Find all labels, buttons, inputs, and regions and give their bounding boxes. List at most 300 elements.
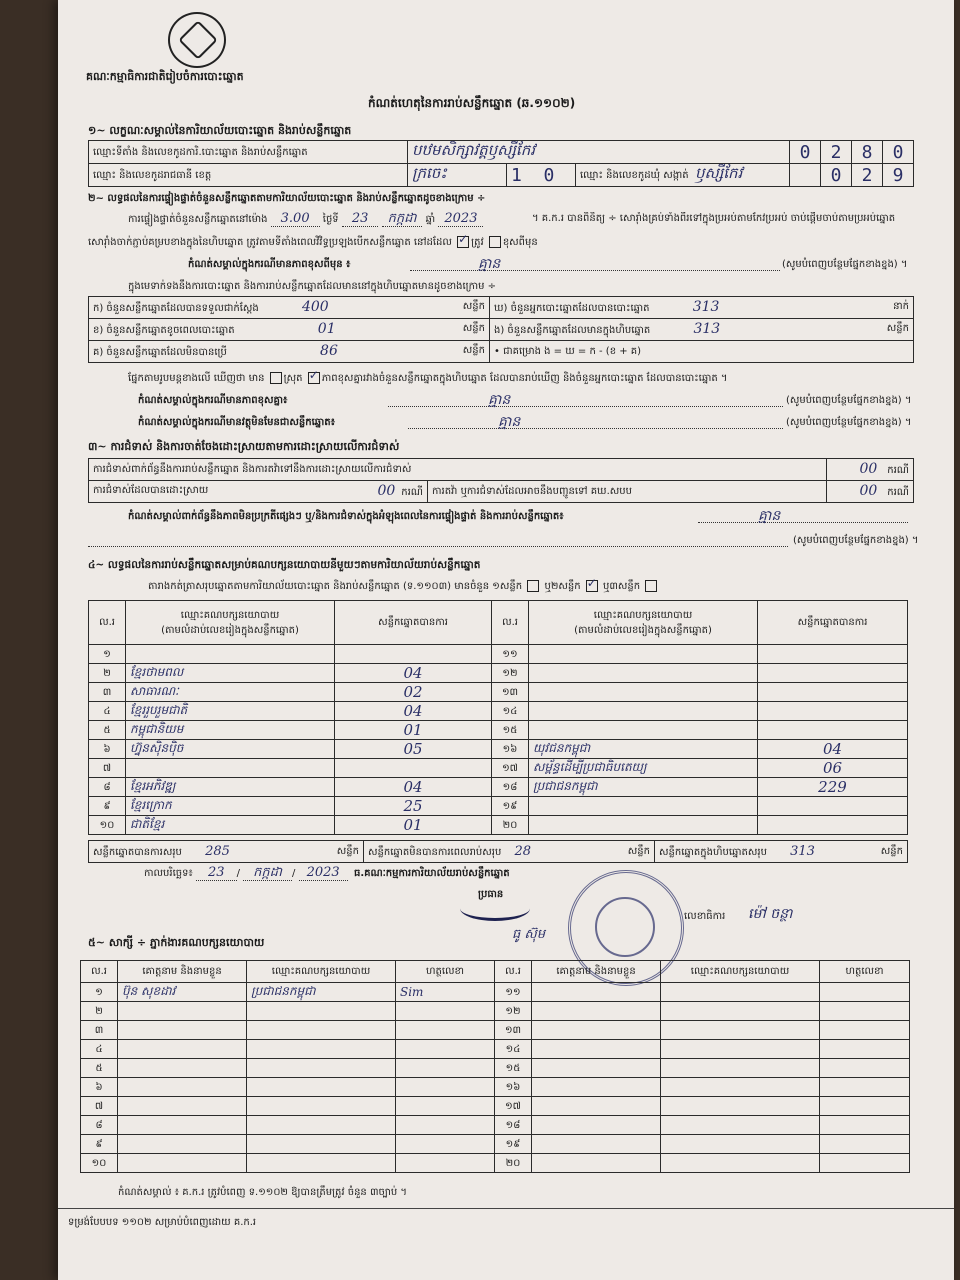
verify-line-rest: ។ គ.ក.រ បានពិនិត្យ ÷ សោរ៉ាំងគ្រប់ទាំងពីរទៅក្នុងប្រអប់តាមកែវប្រអប់ ចាប់ផ្តើមចាប់តាមប្រអប់ឆ្នោត [532, 213, 896, 224]
province-code-1: 1 [511, 164, 522, 186]
witness-name [118, 1021, 247, 1040]
results-row [89, 797, 908, 816]
witness-number: ១២ [495, 1002, 532, 1021]
voters-value: 313 [692, 299, 720, 315]
witness-number: ១៦ [495, 1078, 532, 1097]
results-totals [88, 840, 908, 863]
forwarded-unit: ករណី [887, 487, 909, 498]
province-label: ឈ្មោះ និងលេខកូដរាជធានី ខេត្ត [89, 164, 408, 187]
party-number: ១១ [492, 645, 529, 664]
section2-heading: ២~ លទ្ធផលនៃការផ្ទៀងផ្ទាត់ចំនួនសន្លឹកឆ្នោតតាមការិយាល័យបោះឆ្នោត និងរាប់សន្លឹកឆ្នោតដូចខាងក្រោម ÷ [88, 193, 486, 204]
witness-number: ១៤ [495, 1040, 532, 1059]
party-votes [758, 645, 908, 664]
spoiled-unit: សន្លឹក [462, 323, 485, 334]
witness-signature [820, 1097, 910, 1116]
witness-signature [820, 1116, 910, 1135]
verify-year-label: ឆ្នាំ [425, 214, 436, 225]
witness-name: ប៊ុន សុខដាវ [118, 983, 247, 1002]
party-name: សម្ព័ន្ធដើម្បីប្រជាធិបតេយ្យ [529, 759, 758, 778]
witness-signature [396, 1097, 495, 1116]
voters-unit: នាក់ [893, 301, 909, 312]
total-invalid-unit: សន្លឹក [627, 845, 650, 857]
party-votes [758, 702, 908, 721]
formula: • ជាគម្រោង ង = ឃ = ក - (ខ + គ) [490, 341, 914, 363]
form-note: ទម្រង់បែបបទ ១១០២ សម្រាប់បំពេញដោយ គ.ក.រ [68, 1217, 257, 1228]
witness-name [118, 1002, 247, 1021]
count-lead: ក្នុងមេទាក់ទងនឹងការបោះឆ្នោត និងការរាប់សន្លឹកឆ្នោតដែលមាននៅក្នុងហិបឆ្នោតមានដូចខាងក្រោម ÷ [128, 281, 497, 292]
signing-date-month: កក្កដា [243, 865, 292, 881]
party-name [529, 683, 758, 702]
party-votes [758, 797, 908, 816]
seal-correct-label: ត្រូវ [471, 237, 484, 248]
witness-signature [396, 1040, 495, 1059]
object-note-line [408, 428, 783, 429]
results-col-party-left-sub: (តាមលំដាប់លេខរៀងក្នុងសន្លឹកឆ្នោត) [161, 624, 299, 636]
results-col-party-right [529, 601, 758, 645]
witness-name [118, 1135, 247, 1154]
witness-party [661, 1135, 820, 1154]
witness-party [661, 1097, 820, 1116]
balance-text: ផ្នែកតាមរូបមន្តខាងលើ ឃើញថា មាន [128, 373, 265, 384]
witness-name [532, 1078, 661, 1097]
resolved-label: ការជំទាស់ដែលបានដោះស្រាយ [93, 485, 209, 496]
party-number: ៥ [89, 721, 126, 740]
witness-col-name-left: គោត្តនាម និងនាមខ្លួន [118, 961, 247, 983]
unused-value: 86 [320, 343, 338, 359]
results-table [88, 600, 908, 835]
forwarded-label: ការតវ៉ា ឬការជំទាស់ដែលអាចនឹងបញ្ជូនទៅ គឃ.សបប [428, 481, 827, 503]
witness-number: ១៥ [495, 1059, 532, 1078]
objection-unit: ករណី [887, 465, 909, 476]
seal-note-label: កំណត់សម្គាល់ក្នុងករណីមានភាពខុសពីមុន ៖ [188, 259, 351, 270]
witness-party [661, 1116, 820, 1135]
witness-name [118, 1040, 247, 1059]
balance-line [128, 372, 728, 386]
witness-party [247, 1021, 396, 1040]
witness-signature [396, 1135, 495, 1154]
tally-three-label: ឬ៣សន្លឹក [602, 581, 641, 592]
party-number: ៦ [89, 740, 126, 759]
balance-none-checkbox[interactable] [270, 372, 282, 384]
witness-row [81, 1078, 910, 1097]
witness-signature [396, 1059, 495, 1078]
verify-day: 23 [342, 211, 379, 227]
irregular-note-label: កំណត់សម្គាល់ពាក់ព័ន្ធនឹងភាពមិនប្រក្រតីផ្សេងៗ ឬ/និងការជំទាស់ក្នុងអំឡុងពេលនៃការផ្ទៀងផ្ទាត់ និងការរាប់សន្លឹកឆ្នោត៖ [128, 511, 564, 522]
witness-party [661, 1059, 820, 1078]
tally-intro: តារាងកត់ត្រាសរុបឆ្នោតតាមការិយាល័យបោះឆ្នោត និងរាប់សន្លឹកឆ្នោត (ទ.១១០៣) មានចំនួន ១សន្លឹក [148, 581, 523, 592]
chair-signature [460, 896, 530, 921]
witness-row [81, 1154, 910, 1173]
party-votes [758, 664, 908, 683]
witness-col-name-right: គោត្តនាម និងនាមខ្លួន [532, 961, 661, 983]
party-number: ១៦ [492, 740, 529, 759]
form-title: កំណត់ហេតុនៃការរាប់សន្លឹកឆ្នោត (ឆ.១១០២) [368, 96, 576, 110]
witness-number: ១៨ [495, 1116, 532, 1135]
witness-name [118, 1059, 247, 1078]
nec-logo [168, 12, 226, 68]
witness-number: ៩ [81, 1135, 118, 1154]
objection-value: 00 [859, 461, 878, 477]
unused-unit: សន្លឹក [462, 345, 485, 356]
witness-party [661, 983, 820, 1002]
signing-date-year: 2023 [299, 865, 348, 881]
in-box-label: ង) ចំនួនសន្លឹកឆ្នោតដែលមានក្នុងហិបឆ្នោត [494, 325, 651, 336]
total-box-label: សន្លឹកឆ្នោតក្នុងហិបឆ្នោតសរុប [659, 846, 767, 858]
results-row [89, 740, 908, 759]
party-name [529, 702, 758, 721]
witness-party [661, 1021, 820, 1040]
witness-signature [820, 1040, 910, 1059]
witness-party [661, 1002, 820, 1021]
total-box-value: 313 [790, 843, 815, 859]
party-name [529, 664, 758, 683]
chair-label: ប្រធាន [478, 889, 504, 900]
results-col-no-left: ល.រ [89, 601, 126, 645]
total-valid-label: សន្លឹកឆ្នោតបានការសរុប [93, 846, 182, 858]
section3-heading: ៣~ ការជំទាស់ និងការចាត់ចែងដោះស្រាយតាមការដោះស្រាយលើការជំទាស់ [88, 440, 400, 453]
party-name [529, 721, 758, 740]
witness-number: ៦ [81, 1078, 118, 1097]
signing-date-label: កាលបរិច្ឆេទ៖ [144, 868, 193, 879]
object-note-label: កំណត់សម្គាល់ក្នុងករណីមានវត្ថុមិនមែនជាសន្លឹកឆ្នោត៖ [138, 417, 336, 428]
results-col-no-right: ល.រ [492, 601, 529, 645]
seal-line [88, 236, 538, 250]
results-col-votes-left: សន្លឹកឆ្នោតបានការ [335, 601, 492, 645]
location-value: បឋមសិក្សាវត្តឫស្សីកែវ [408, 141, 790, 164]
witness-number: ១០ [81, 1154, 118, 1173]
results-col-party-right-title: ឈ្មោះគណបក្សនយោបាយ [593, 609, 693, 621]
diff-note-label: កំណត់សម្គាល់ក្នុងករណីមានភាពខុសគ្នា៖ [138, 395, 288, 406]
witness-name [118, 1078, 247, 1097]
results-row [89, 664, 908, 683]
party-votes: 04 [335, 702, 492, 721]
witness-signature [820, 983, 910, 1002]
party-votes: 02 [335, 683, 492, 702]
party-number: ១២ [492, 664, 529, 683]
witness-number: ៤ [81, 1040, 118, 1059]
party-name: ខ្មែរថាមពល [126, 664, 335, 683]
witness-row [81, 1002, 910, 1021]
results-row [89, 721, 908, 740]
witness-signature [396, 1154, 495, 1173]
balance-diff-label: ភាពខុសគ្នារវាងចំនួនសន្លឹកឆ្នោតក្នុងហិបឆ្នោត ដែលបានរាប់ឃើញ និងចំនួនអ្នកបោះឆ្នោត ដែលបានបោះឆ្នោត ។ [321, 373, 728, 384]
witness-number: ១១ [495, 983, 532, 1002]
witness-col-party-right: ឈ្មោះគណបក្សនយោបាយ [661, 961, 820, 983]
witness-col-no-right: ល.រ [495, 961, 532, 983]
party-number: ២០ [492, 816, 529, 835]
witness-row [81, 1135, 910, 1154]
witness-party [247, 1078, 396, 1097]
witness-signature [396, 1021, 495, 1040]
party-name: ជាតិខ្មែរ [126, 816, 335, 835]
results-row [89, 645, 908, 664]
party-name: ប្រជាជនកម្ពុជា [529, 778, 758, 797]
verify-year: 2023 [438, 211, 483, 227]
witness-number: ៥ [81, 1059, 118, 1078]
location-table [88, 140, 914, 187]
commune-label-cell [576, 164, 790, 187]
total-invalid-label: សន្លឹកឆ្នោតមិនបានការពេលរាប់សរុប [368, 846, 502, 858]
witness-row [81, 1116, 910, 1135]
party-number: ៨ [89, 778, 126, 797]
party-name: ខ្មែរអភិវឌ្ឍ [126, 778, 335, 797]
witness-party [247, 1135, 396, 1154]
witness-name [118, 1116, 247, 1135]
party-votes: 04 [335, 664, 492, 683]
party-number: ១៤ [492, 702, 529, 721]
forwarded-value: 00 [859, 483, 878, 499]
party-votes [335, 645, 492, 664]
witness-number: ៨ [81, 1116, 118, 1135]
results-col-party-left-title: ឈ្មោះគណបក្សនយោបាយ [180, 609, 280, 621]
total-invalid-value: 28 [514, 843, 532, 859]
party-number: ១ [89, 645, 126, 664]
witness-number: ១ [81, 983, 118, 1002]
received-label: ក) ចំនួនសន្លឹកឆ្នោតដែលបានទទួលជាក់ស្តែង [93, 303, 259, 314]
diff-note-value: គ្មាន [488, 392, 511, 408]
results-row [89, 778, 908, 797]
party-name: ខ្មែរក្រោក [126, 797, 335, 816]
party-number: ២ [89, 664, 126, 683]
witness-signature: Sim [396, 983, 495, 1002]
witness-number: ២០ [495, 1154, 532, 1173]
results-row [89, 759, 908, 778]
party-number: ១៨ [492, 778, 529, 797]
results-row [89, 683, 908, 702]
verify-day-label: ថ្ងៃទី [322, 214, 339, 225]
witness-name [532, 1135, 661, 1154]
witness-name [532, 1116, 661, 1135]
party-number: ៧ [89, 759, 126, 778]
witness-party: ប្រជាជនកម្ពុជា [247, 983, 396, 1002]
objection-label: ការជំទាស់ពាក់ព័ន្ធនឹងការរាប់សន្លឹកឆ្នោត និងការតវ៉ាទៅនឹងការដោះស្រាយលើការជំទាស់ [89, 459, 827, 481]
spoiled-label: ខ) ចំនួនសន្លឹកឆ្នោតខូចពេលបោះឆ្នោត [93, 325, 235, 336]
party-name: ខ្មែររួបរួមជាតិ [126, 702, 335, 721]
diff-note-suffix: (សូមបំពេញបន្ថែមផ្នែកខាងខ្នង) ។ [786, 395, 912, 406]
form-sheet [58, 0, 954, 1280]
footer-divider [58, 1208, 954, 1209]
party-name [126, 645, 335, 664]
witness-row [81, 1097, 910, 1116]
tally-two-label: ឬ២សន្លឹក [544, 581, 581, 592]
ballot-count-table [88, 296, 914, 363]
witness-name [532, 1002, 661, 1021]
section5-heading: ៥~ សាក្សី ÷ ភ្នាក់ងារគណបក្សនយោបាយ [88, 936, 265, 949]
witness-signature [820, 1002, 910, 1021]
witness-signature [820, 1059, 910, 1078]
in-box-value: 313 [693, 321, 721, 337]
witness-number: ១៩ [495, 1135, 532, 1154]
witness-signature [396, 1002, 495, 1021]
tally-one-checkbox[interactable] [527, 580, 539, 592]
party-name: សាធារណៈ [126, 683, 335, 702]
total-box-unit: សន្លឹក [880, 845, 903, 857]
party-votes: 05 [335, 740, 492, 759]
object-note-value: គ្មាន [498, 414, 521, 430]
results-body [89, 645, 908, 835]
witness-name [532, 1097, 661, 1116]
witness-name [532, 1040, 661, 1059]
witness-party [661, 1078, 820, 1097]
party-name: ហ្វ៊ុនស៊ិនប៉ិច [126, 740, 335, 759]
secretary-name: ម៉ៅ ចន្ថា [748, 906, 793, 922]
irregular-note-suffix: (សូមបំពេញបន្ថែមផ្នែកខាងខ្នង) ។ [793, 535, 919, 546]
party-votes: 01 [335, 721, 492, 740]
committee-name: គណៈកម្មាធិការជាតិរៀបចំការបោះឆ្នោត [86, 70, 244, 83]
witness-party [247, 1002, 396, 1021]
party-name: យុវជនកម្ពុជា [529, 740, 758, 759]
party-number: ១០ [89, 816, 126, 835]
province-value: ក្រចេះ [408, 164, 507, 187]
verify-line [128, 212, 483, 227]
party-votes [758, 816, 908, 835]
signing-org: ធ.គណៈកម្មការការិយាល័យរាប់សន្លឹកឆ្នោត [354, 868, 510, 879]
witness-row [81, 1040, 910, 1059]
seal-line-text: សោរ៉ាំងចាក់ភ្ជាប់គម្របខាងក្នុងនៃហិបឆ្នោត ត្រូវតាមទីតាំងពេលវិវិទ្ធប្រឡងបើកសន្លឹកឆ្នោត នៅដដែល [88, 237, 452, 248]
commune-code-3: 9 [883, 164, 914, 187]
balance-none-label: ស្រុត [283, 373, 303, 384]
party-name: កម្ពុជានិយម [126, 721, 335, 740]
commune-label: ឈ្មោះ និងលេខកូដឃុំ សង្កាត់ [580, 170, 689, 181]
party-name [529, 797, 758, 816]
witness-row [81, 1059, 910, 1078]
party-number: ១៩ [492, 797, 529, 816]
seal-note-suffix: (សូមបំពេញបន្ថែមផ្នែកខាងខ្នង) ។ [782, 259, 908, 270]
province-code-2: 0 [543, 164, 555, 186]
chair-name: ធូ ស៊ុម [512, 927, 546, 942]
section4-heading: ៤~ លទ្ធផលនៃការរាប់សន្លឹកឆ្នោតសម្រាប់គណបក្សនយោបាយនីមួយៗតាមការិយាល័យរាប់សន្លឹកឆ្នោត [88, 559, 481, 571]
witness-name [118, 1097, 247, 1116]
seal-note-line [410, 270, 780, 271]
witness-number: ១៧ [495, 1097, 532, 1116]
witness-row [81, 983, 910, 1002]
party-number: ១៣ [492, 683, 529, 702]
party-number: ១៧ [492, 759, 529, 778]
party-number: ៤ [89, 702, 126, 721]
party-votes: 04 [758, 740, 908, 759]
witness-party [247, 1059, 396, 1078]
received-unit: សន្លឹក [462, 301, 485, 312]
party-votes: 06 [758, 759, 908, 778]
witness-signature [820, 1135, 910, 1154]
in-box-unit: សន្លឹក [886, 323, 909, 334]
location-code-3: 8 [852, 141, 883, 164]
party-number: ៣ [89, 683, 126, 702]
seal-note-value: គ្មាន [478, 256, 501, 272]
witness-name [532, 983, 661, 1002]
commune-code-1: 0 [821, 164, 852, 187]
witness-name [532, 1154, 661, 1173]
witness-col-sign-right: ហត្ថលេខា [820, 961, 910, 983]
seal-wrong-checkbox[interactable] [489, 236, 501, 248]
witness-signature [396, 1078, 495, 1097]
tally-three-checkbox[interactable] [645, 580, 657, 592]
section1-heading: ១~ លក្ខណៈសម្គាល់នៃការិយាល័យបោះឆ្នោត និងរាប់សន្លឹកឆ្នោត [88, 124, 352, 137]
witness-party [661, 1154, 820, 1173]
witness-col-sign-left: ហត្ថលេខា [396, 961, 495, 983]
witness-name [118, 1154, 247, 1173]
balance-diff-checkbox[interactable] [308, 372, 320, 384]
results-col-party-right-sub: (តាមលំដាប់លេខរៀងក្នុងសន្លឹកឆ្នោត) [574, 624, 712, 636]
footnote: កំណត់សម្គាល់ ៖ គ.ក.រ ត្រូវបំពេញ ទ.១១០២ ឱ្យបានត្រឹមត្រូវ ចំនួន ៣ច្បាប់ ។ [118, 1187, 407, 1198]
party-votes: 04 [335, 778, 492, 797]
location-code-2: 2 [821, 141, 852, 164]
party-votes [758, 721, 908, 740]
commune-value: ឫស្សីកែវ [695, 164, 743, 182]
party-name [529, 645, 758, 664]
irregular-note-line-1 [698, 522, 908, 523]
witness-party [247, 1040, 396, 1059]
witness-party [661, 1040, 820, 1059]
party-votes: 229 [758, 778, 908, 797]
results-col-votes-right: សន្លឹកឆ្នោតបានការ [758, 601, 908, 645]
signing-date-day: 23 [196, 865, 237, 881]
witness-signature [396, 1116, 495, 1135]
witness-number: ៣ [81, 1021, 118, 1040]
secretary-label: លេខាធិការ [684, 911, 726, 922]
objection-table [88, 458, 914, 503]
tally-two-checkbox[interactable] [586, 580, 598, 592]
party-name [529, 816, 758, 835]
party-votes [335, 759, 492, 778]
signing-date-line: កាលបរិច្ឆេទ៖ 23 / កក្កដា / 2023 ធ.គណៈកម្មការការិយាល័យរាប់សន្លឹកឆ្នោត [144, 865, 510, 880]
location-code-1: 0 [790, 141, 821, 164]
results-col-party-left [126, 601, 335, 645]
witness-signature [820, 1021, 910, 1040]
irregular-note-line-2 [88, 546, 788, 547]
witness-party [247, 1154, 396, 1173]
party-votes: 25 [335, 797, 492, 816]
party-votes [758, 683, 908, 702]
verify-month: កក្កដា [382, 211, 423, 227]
tally-sheet-line [148, 580, 659, 594]
total-valid-unit: សន្លឹក [336, 845, 359, 857]
witness-signature [820, 1078, 910, 1097]
irregular-note-value: គ្មាន [758, 508, 781, 524]
seal-wrong-label: ខុសពីមុន [502, 237, 538, 248]
received-value: 400 [301, 299, 329, 315]
witness-party [247, 1097, 396, 1116]
party-number: ៩ [89, 797, 126, 816]
object-note-suffix: (សូមបំពេញបន្ថែមផ្នែកខាងខ្នង) ។ [786, 417, 912, 428]
diff-note-line [388, 406, 783, 407]
witness-number: ២ [81, 1002, 118, 1021]
witness-table [80, 960, 910, 1173]
witness-col-no-left: ល.រ [81, 961, 118, 983]
results-row [89, 816, 908, 835]
party-votes: 01 [335, 816, 492, 835]
verify-time: 3.00 [271, 211, 320, 227]
witness-row [81, 1021, 910, 1040]
witness-name [532, 1059, 661, 1078]
witness-number: ៧ [81, 1097, 118, 1116]
witness-signature [820, 1154, 910, 1173]
party-name [126, 759, 335, 778]
verify-time-label: ការផ្ទៀងផ្ទាត់ចំនួនសន្លឹកឆ្នោតនៅម៉ោង [128, 214, 268, 225]
witness-party [247, 1116, 396, 1135]
location-label: ឈ្មោះទីតាំង និងលេខកូដការិ.បោះឆ្នោត និងរាប់សន្លឹកឆ្នោត [89, 141, 408, 164]
witness-col-party-left: ឈ្មោះគណបក្សនយោបាយ [247, 961, 396, 983]
resolved-unit: ករណី [401, 487, 423, 498]
location-code-4: 0 [883, 141, 914, 164]
seal-correct-checkbox[interactable] [457, 236, 469, 248]
spoiled-value: 01 [317, 321, 336, 337]
commune-code-2: 2 [852, 164, 883, 187]
formula-text: ជាគម្រោង ង = ឃ = ក - (ខ + គ) [503, 346, 642, 357]
unused-label: គ) ចំនួនសន្លឹកឆ្នោតដែលមិនបានប្រើ [93, 347, 227, 358]
voters-label: ឃ) ចំនួនអ្នកបោះឆ្នោតដែលបានបោះឆ្នោត [494, 303, 650, 314]
resolved-value: 00 [377, 483, 396, 499]
